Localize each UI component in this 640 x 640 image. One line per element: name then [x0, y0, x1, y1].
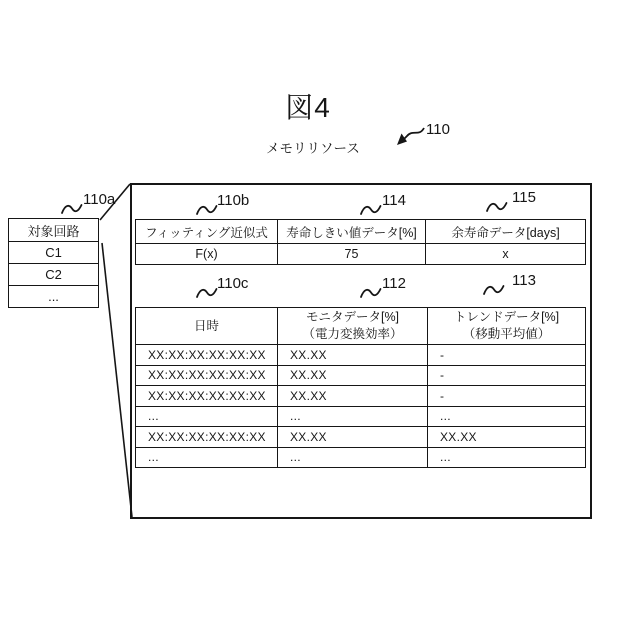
- table-row: [136, 365, 586, 386]
- datetime-cell: ...: [136, 447, 278, 468]
- trend-header: トレンドデータ[%] （移動平均値）: [428, 308, 586, 345]
- trend-cell: -: [428, 386, 586, 407]
- threshold-value: 75: [278, 244, 426, 265]
- trend-cell: ...: [428, 447, 586, 468]
- arrow-head-icon: [397, 134, 407, 146]
- ref-114: 114: [382, 192, 406, 209]
- table-row: [9, 219, 99, 242]
- circuit-cell: C2: [9, 264, 99, 286]
- fitting-header: フィッティング近似式: [136, 220, 278, 244]
- table-header-row: [136, 220, 586, 244]
- table-row: [136, 345, 586, 366]
- fitting-value: F(x): [136, 244, 278, 265]
- table-row: [9, 286, 99, 308]
- monitor-header: モニタデータ[%] （電力変換効率）: [278, 308, 428, 345]
- datetime-cell: XX:XX:XX:XX:XX:XX: [136, 345, 278, 366]
- table-row: [136, 386, 586, 407]
- arrow-tail: [404, 128, 424, 139]
- figure-title: 図4: [285, 92, 331, 123]
- circuit-cell: C1: [9, 242, 99, 264]
- datetime-cell: XX:XX:XX:XX:XX:XX: [136, 386, 278, 407]
- circuit-cell: ...: [9, 286, 99, 308]
- threshold-header: 寿命しきい値データ[%]: [278, 220, 426, 244]
- trend-cell: -: [428, 345, 586, 366]
- ref-115: 115: [512, 189, 536, 206]
- expansion-line-bottom: [102, 243, 132, 517]
- ref-110c: 110c: [217, 275, 249, 292]
- datetime-header: 日時: [136, 308, 278, 345]
- table-row: [136, 427, 586, 448]
- monitor-cell: XX.XX: [278, 427, 428, 448]
- monitor-cell: ...: [278, 406, 428, 427]
- trend-cell: XX.XX: [428, 427, 586, 448]
- monitor-cell: XX.XX: [278, 345, 428, 366]
- remaining-header: 余寿命データ[days]: [426, 220, 586, 244]
- table-row: [136, 244, 586, 265]
- ref-110b: 110b: [217, 192, 250, 209]
- ref-112: 112: [382, 275, 406, 292]
- monitor-cell: XX.XX: [278, 365, 428, 386]
- ref-110a: 110a: [83, 191, 116, 208]
- trend-cell: ...: [428, 406, 586, 427]
- monitor-cell: XX.XX: [278, 386, 428, 407]
- ref-110-arrow: [397, 128, 424, 145]
- memory-resource-label: メモリリソース: [266, 141, 360, 156]
- target-circuit-header: 対象回路: [9, 219, 99, 242]
- remaining-value: x: [426, 244, 586, 265]
- table-header-row: [136, 308, 586, 345]
- monitor-cell: ...: [278, 447, 428, 468]
- ref-110: 110: [426, 121, 450, 138]
- trend-cell: -: [428, 365, 586, 386]
- datetime-cell: ...: [136, 406, 278, 427]
- monitor-table: [135, 307, 586, 468]
- ref-113: 113: [512, 272, 536, 289]
- datetime-cell: XX:XX:XX:XX:XX:XX: [136, 365, 278, 386]
- squiggle-110a: [62, 205, 82, 213]
- fitting-table: [135, 219, 586, 265]
- table-row: [9, 242, 99, 264]
- table-row: [136, 406, 586, 427]
- target-circuit-table: [8, 218, 99, 308]
- table-row: [136, 447, 586, 468]
- table-row: [9, 264, 99, 286]
- datetime-cell: XX:XX:XX:XX:XX:XX: [136, 427, 278, 448]
